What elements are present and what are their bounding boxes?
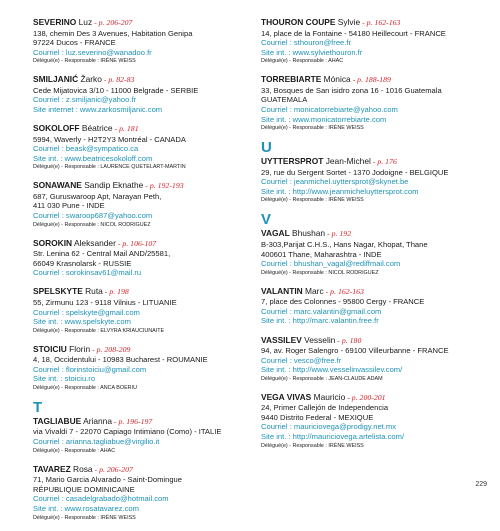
delegate-line: Délégué(e) - Responsable : NICOL RODRIGUEZ: [261, 269, 379, 276]
delegate-line: Délégué(e) - Responsable : IRÈNE WEISS: [33, 58, 136, 65]
page-reference: p. 200-201: [351, 392, 386, 402]
artist-firstname: Sylvie: [337, 17, 361, 27]
address-line: 400601 Thane, Maharashtra - INDE: [261, 249, 382, 259]
artist-name-line: VALANTIN Marc - p. 162-163: [261, 285, 364, 296]
delegate-line: Délégué(e) - Responsable : LAURENCE QUETELART-MARTIN: [33, 164, 186, 171]
artist-surname: VEGA VIVAS: [261, 391, 312, 402]
entries-t-group: [33, 416, 255, 522]
email-link[interactable]: Courriel : swaroop687@yahoo.com: [33, 211, 153, 221]
address-line: 5994, Waverly - H2T2Y3 Montréal - CANADA: [33, 134, 186, 144]
artist-surname: VAGAL: [261, 228, 290, 239]
address-line: via Vivaldi 7 - 22070 Capiago Intimiano (Como) - ITALIE: [33, 427, 222, 437]
website-link[interactable]: Site internet : www.zarkosmiljanic.com: [33, 104, 163, 114]
address-line: 24, Primer Callejón de Independencia: [261, 403, 389, 413]
page-reference: p. 106-107: [122, 238, 157, 248]
artist-entry: [33, 344, 255, 393]
address-line: 55, Zirmunu 123 - 9118 Vilnius - LITUANIE: [33, 297, 177, 307]
website-link[interactable]: Site int. : http://mauriciovega.artelista.com/: [261, 432, 405, 442]
artist-name-line: VEGA VIVAS Mauricio - p. 200-201: [261, 391, 386, 402]
artist-firstname: Vesselin: [304, 334, 336, 345]
artist-firstname: Béatrice: [81, 123, 113, 134]
address-line: Cede Mijatovica 3/10 - 11000 Belgrade - SERBIE: [33, 85, 199, 95]
page-reference: p. 206-207: [98, 18, 133, 27]
artist-surname: UYTTERSPROT: [261, 156, 324, 167]
email-link[interactable]: Courriel : marc.valantin@gmail.com: [261, 306, 382, 316]
website-link[interactable]: Site int. : http://www.vesselinvassilev.com/: [261, 365, 403, 375]
artist-name-line: TAVAREZ Rosa - p. 206-207: [33, 463, 133, 474]
address-line: Str. Lenina 62 - Central Mail AND/25581,: [33, 249, 171, 259]
delegate-line: Délégué(e) - Responsable : IRÈNE WEISS: [261, 125, 364, 132]
address-line: 9440 Distrito Federal - MEXIQUE: [261, 412, 374, 422]
artist-surname: TORREBIARTE: [261, 74, 322, 85]
page-reference: p. 162-163: [330, 286, 364, 296]
delegate-line: Délégué(e) - Responsable : JEAN-CLAUDE ADAM: [261, 375, 383, 382]
artist-name-line: SEVERINO Luz - p. 206-207: [33, 17, 133, 27]
website-link[interactable]: Site int. : www.monicatorrebiarte.com: [261, 114, 387, 124]
artist-surname: VASSILEV: [261, 334, 302, 345]
artist-name-line: VASSILEV Vesselin - p. 180: [261, 334, 362, 345]
artist-entry: [261, 156, 483, 205]
artist-name-line: SPELSKYTE Ruta - p. 198: [33, 286, 129, 297]
page-reference: p. 162-163: [366, 18, 401, 27]
artist-surname: SPELSKYTE: [33, 286, 83, 297]
email-link[interactable]: Courriel : vesco@free.fr: [261, 355, 342, 365]
page-reference: p. 208-209: [96, 344, 131, 354]
artist-firstname: Jean-Michel: [325, 156, 371, 167]
artist-surname: THOURON COUPE: [261, 17, 336, 27]
address-line: B-303,Parijat C.H.S., Hans Nagar, Khopat, Thane: [261, 239, 428, 249]
email-link[interactable]: Courriel : sorokinsav61@mail.ru: [33, 268, 142, 278]
delegate-line: Délégué(e) - Responsable : IRÈNE WEISS: [261, 442, 364, 449]
address-line: 71, Mario Garcia Alvarado - Saint-Domingue: [33, 475, 182, 485]
email-link[interactable]: Courriel : florinstoiciu@gmail.com: [33, 364, 147, 374]
page-reference: p. 206-207: [99, 464, 133, 474]
artist-surname: TAVAREZ: [33, 463, 71, 474]
artist-surname: SOROKIN: [33, 237, 73, 248]
artist-name-line: TORREBIARTE Mónica - p. 188-189: [261, 74, 391, 85]
right-column: [261, 17, 483, 459]
address-line: 97224 Ducos - FRANCE: [33, 38, 116, 48]
artist-name-line: SOKOLOFF Béatrice - p. 181: [33, 123, 139, 134]
artist-firstname: Žarko: [80, 74, 102, 85]
delegate-line: Délégué(e) - Responsable : IRÈNE WEISS: [261, 197, 364, 204]
address-line: GUATEMALA: [261, 95, 308, 105]
artist-firstname: Mónica: [323, 74, 351, 85]
address-line: 29, rue du Sergent Sortet - 1370 Jodoigne - BELGIQUE: [261, 167, 449, 177]
address-line: 66049 Krasnolarsk - RUSSIE: [33, 258, 132, 268]
artist-surname: STOICIU: [33, 343, 67, 354]
address-line: 94, av. Roger Salengro - 69100 Villeurbanne - FRANCE: [261, 346, 449, 355]
artist-entry: [33, 416, 255, 455]
email-link[interactable]: Courriel : sthouron@free.fr: [261, 38, 352, 48]
address-line: 687, Guruswaroop Apt, Narayan Peth,: [33, 191, 162, 201]
email-link[interactable]: Courriel : mauriciovega@prodigy.net.mx: [261, 422, 397, 432]
address-line: 7, place des Colonnes - 95800 Cergy - FRANCE: [261, 297, 425, 307]
email-link[interactable]: Courriel : casadelgrabado@hotmail.com: [33, 494, 169, 504]
artist-name-line: SOROKIN Aleksander - p. 106-107: [33, 237, 157, 248]
delegate-line: Délégué(e) - Responsable : AHAC: [261, 58, 344, 65]
artist-name-line: STOICIU Florin - p. 208-209: [33, 343, 131, 354]
delegate-line: Délégué(e) - Responsable : IRÈNE WEISS: [33, 514, 136, 521]
section-letter-t: T: [33, 398, 43, 416]
website-link[interactable]: Site int. : www.sylviethouron.fr: [261, 47, 363, 57]
section-letter-v: V: [261, 211, 272, 229]
email-link[interactable]: Courriel : z.smiljanic@yahoo.fr: [33, 95, 137, 105]
website-link[interactable]: Site int. : http://marc.valantin.free.fr: [261, 316, 379, 326]
artist-firstname: Florin: [69, 343, 91, 354]
artist-entry: [261, 286, 483, 326]
artist-entry: [261, 335, 483, 384]
delegate-line: Délégué(e) - Responsable : AHAC: [33, 447, 116, 454]
address-line: 14, place de la Fontaine - 54180 Heillecourt - FRANCE: [261, 28, 446, 38]
website-link[interactable]: Site int. : http://www.jeanmicheluyttersprot.com: [261, 186, 419, 196]
entries-u-group: [261, 156, 483, 205]
email-link[interactable]: Courriel : luz.severino@wanadoo.fr: [33, 47, 152, 57]
artist-firstname: Bhushan: [292, 228, 326, 239]
artist-firstname: Aleksander: [73, 237, 116, 248]
artist-name-line: THOURON COUPE Sylvie - p. 162-163: [261, 17, 401, 27]
address-line: RÉPUBLIQUE DOMINICAINE: [33, 484, 135, 494]
website-link[interactable]: Site int. : www.beatricesokoloff.com: [33, 153, 153, 163]
entries-t-continued-group: [261, 17, 483, 133]
artist-firstname: Ruta: [85, 286, 103, 297]
artist-entry: [261, 17, 483, 66]
artist-surname: SOKOLOFF: [33, 123, 80, 134]
address-line: 411 030 Pune - INDE: [33, 201, 105, 211]
email-link[interactable]: Courriel : arianna.tagliabue@virgilio.it: [33, 437, 160, 447]
artist-surname: VALANTIN: [261, 285, 303, 296]
artist-name-line: VAGAL Bhushan - p. 192: [261, 228, 352, 239]
email-link[interactable]: Courriel : spelskyte@gmail.com: [33, 307, 140, 317]
website-link[interactable]: Site int. : www.rosatavarez.com: [33, 503, 139, 513]
artist-firstname: Rosa: [73, 463, 93, 474]
entries-s-group: [33, 17, 255, 392]
artist-entry: [33, 123, 255, 172]
artist-name-line: TAGLIABUE Arianna - p. 196-197: [33, 415, 153, 426]
page-reference: p. 192: [331, 229, 352, 239]
page-number: 229: [475, 481, 487, 488]
address-line: 33, Bosques de San isidro zona 16 - 1016 Guatemala: [261, 85, 442, 95]
delegate-line: Délégué(e) - Responsable : ANCA BOERIU: [33, 384, 137, 391]
artist-surname: SEVERINO: [33, 17, 77, 27]
delegate-line: Délégué(e) - Responsable : ELVYRA KRIAUCIUNAITE: [33, 327, 165, 334]
artist-name-line: SMILJANIĆ Žarko - p. 82-83: [33, 74, 135, 85]
artist-surname: SONAWANE: [33, 180, 82, 191]
email-link[interactable]: Courriel : bhushan_vagal@rediffmail.com: [261, 259, 401, 269]
page-reference: p. 188-189: [357, 75, 391, 85]
artist-entry: [33, 238, 255, 278]
page-reference: p. 180: [341, 335, 362, 345]
delegate-line: Délégué(e) - Responsable : NICOL RODRIGUEZ: [33, 221, 151, 228]
website-link[interactable]: Site int. : stoiciu.ro: [33, 374, 96, 384]
artist-surname: SMILJANIĆ: [33, 74, 79, 85]
artist-firstname: Arianna: [83, 415, 112, 426]
page-reference: p. 176: [377, 157, 397, 167]
artist-name-line: SONAWANE Sandip Eknathe - p. 192-193: [33, 180, 184, 191]
website-link[interactable]: Site int. : www.spelskyte.com: [33, 317, 131, 327]
artist-firstname: Mauricio: [313, 391, 346, 402]
left-column: [33, 17, 255, 531]
artist-entry: [33, 17, 255, 66]
artist-firstname: Luz: [78, 17, 93, 27]
artist-entry: [261, 392, 483, 450]
artist-firstname: Marc: [305, 285, 324, 296]
address-line: 138, chemin Des 3 Avenues, Habitation Genipa: [33, 28, 193, 38]
artist-entry: [261, 74, 483, 132]
email-link[interactable]: Courriel : monicatorrebiarte@yahoo.com: [261, 104, 398, 114]
page-reference: p. 196-197: [118, 416, 153, 426]
artist-entry: [33, 180, 255, 229]
page-reference: p. 198: [109, 287, 129, 297]
artist-entry: [33, 464, 255, 522]
artist-firstname: Sandip Eknathe: [84, 180, 144, 191]
section-letter-u: U: [261, 139, 272, 157]
page-reference: p. 82-83: [108, 75, 135, 85]
page-reference: p. 181: [119, 124, 139, 134]
artist-entry: [33, 74, 255, 114]
artist-entry: [261, 228, 483, 277]
page-reference: p. 192-193: [149, 181, 184, 191]
address-line: 4, 18, Occidentului - 10983 Bucharest - ROUMANIE: [33, 355, 208, 365]
email-link[interactable]: Courriel : jeanmichel.uyttersprot@skynet.be: [261, 177, 409, 187]
artist-entry: [33, 286, 255, 335]
artist-surname: TAGLIABUE: [33, 415, 82, 426]
entries-v-group: [261, 228, 483, 450]
email-link[interactable]: Courriel : beask@sympatico.ca: [33, 144, 139, 154]
artist-name-line: UYTTERSPROT Jean-Michel - p. 176: [261, 156, 397, 167]
